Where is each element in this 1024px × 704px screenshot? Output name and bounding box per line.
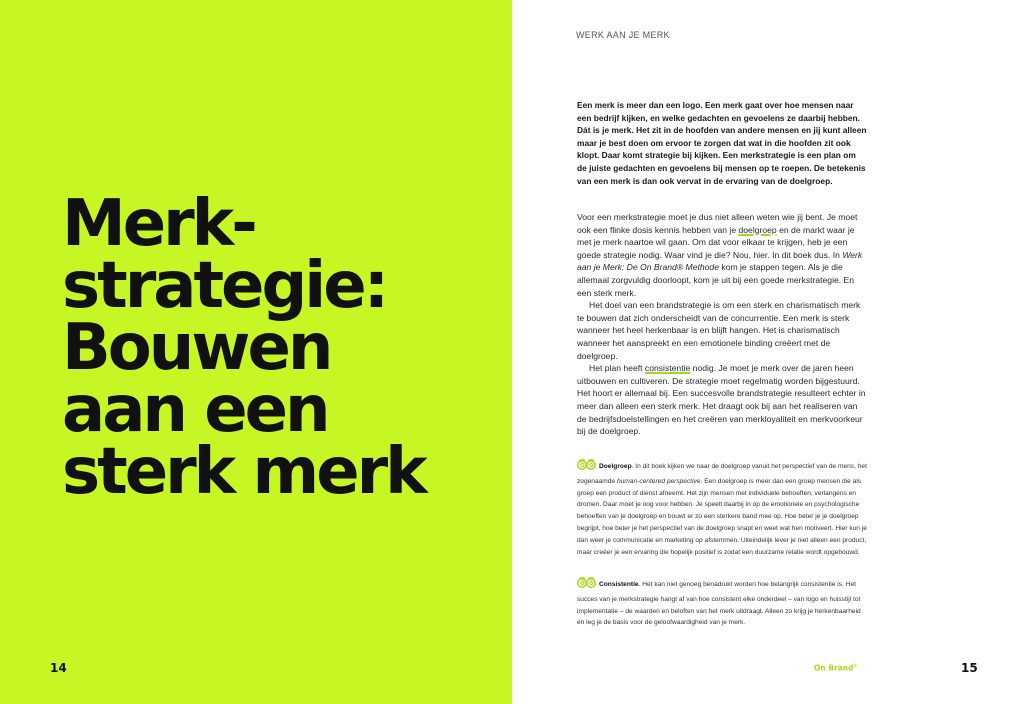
glossary-note-consistentie (577, 576, 867, 629)
double-swirl-icon (577, 576, 597, 594)
right-page (512, 0, 1024, 704)
title-line: sterk merk (62, 435, 425, 509)
italic-term: human-centered perspective (616, 477, 701, 485)
running-head: WERK AAN JE MERK (576, 30, 670, 40)
page-number-left: 14 (50, 661, 67, 675)
text-run: . Een doelgroep is meer dan een groep mensen die als groep een product of dienst afneemt. Het zijn mensen met individuele behoeften, verlangens en dromen. Daar moet je oog voor hebben. Je speelt daarbij in op de emotionele en psychologische behoeften van je doelgroep en bouwt er zo een sterkere band mee op. Hoe beter je je doelgroep begrijpt, hoe beter je het perspectief van de doelgroep snapt en weet wat hen motiveert. Hier kun je dan weer je communicatie en marketing op afstemmen. Uiteindelijk lever je niet alleen een product, maar creëer je een ervaring die hopelijk positief is zodat een duurzame relatie wordt opgebouwd. (577, 477, 867, 556)
brand-mark-text: On Brand (814, 663, 854, 673)
double-swirl-icon (577, 458, 597, 476)
text-run: . In dit boek kijken we naar de doelgroep vanuit het perspectief van de mens, het zogenaamde (577, 463, 867, 485)
text-run: nodig. Je moet je merk over de jaren heen uitbouwen en cultiveren. De strategie moet regelmatig worden bijgestuurd. Het hoort er allemaal bij. Een succesvolle brandstrategie resulteert echter in meer dan alleen een sterk merk. Het draagt ook bij aan het realiseren van de bedrijfsdoelstellingen en het creëren van merkloyaliteit en merkvoorkeur bij de doelgroep. (577, 363, 866, 437)
title-line: aan een (62, 373, 328, 447)
highlighted-term: doelgroep (738, 224, 777, 235)
registered-mark: ® (853, 663, 858, 668)
on-brand-logo (814, 663, 858, 673)
page-title (62, 187, 502, 509)
text-run: . Het kan niet genoeg benadrukt worden hoe belangrijk consistentie is. Het succes van je merkstrategie hangt af van hoe consistent elke onderdeel – van logo en huisstijl tot implementatie – de waarden en beloften van het merk uitdraagt. Alleen zo krijg je herkenbaarheid en leg je de basis voor de geloofwaardigheid van je merk. (577, 581, 861, 627)
body-text (577, 211, 867, 438)
glossary-term: Doelgroep (599, 463, 632, 470)
text-run: en de markt waar je met je merk naartoe wil gaan. Om dat voor elkaar te krijgen, heb je een goede strategie nodig. Waar vind je die? Nou, hier. In dit boek dus. In (577, 224, 855, 260)
title-line: strategie: (62, 249, 387, 323)
page-number-right: 15 (961, 661, 978, 675)
intro-paragraph: Een merk is meer dan een logo. Een merk gaat over hoe mensen naar een bedrijf kijken, en welke gedachten en gevoelens ze daarbij hebben. Dát is je merk. Het zit in de hoofden van andere mensen en jij kunt alleen maar je best doen om ervoor te zorgen dat wat in die hoofden zit ook klopt. Daar komt strategie bij kijken. Een merkstrategie is een plan om de juiste gedachten en gevoelens bij mensen op te roepen. De betekenis van een merk is dan ook vervat in de ervaring van de doelgroep. (577, 100, 867, 186)
body-paragraph (577, 362, 867, 438)
text-run: Voor een merkstrategie moet je dus niet alleen weten wie jij bent. Je moet ook een flinke dosis kennis hebben van je (577, 212, 858, 235)
glossary-note-doelgroep (577, 458, 867, 558)
highlighted-term: consistentie (644, 363, 691, 374)
title-line: Bouwen (62, 311, 331, 385)
body-paragraph: Het doel van een brandstrategie is om een sterk en charismatisch merk te bouwen dat zich onderscheidt van de concurrentie. Een merk is sterk wanneer het heel herkenbaar is en blijft hangen. Het is charismatisch wanneer het aanspreekt en een emotionele binding creëert met de doelgroep. (577, 300, 861, 361)
title-line: Merk- (62, 187, 255, 261)
glossary-term: Consistentie (599, 581, 639, 588)
body-paragraph (577, 211, 867, 299)
book-title-italic: Werk aan je Merk: De On Brand® Methode (577, 249, 863, 273)
text-run: kom je stappen tegen. Als je die allemaal zorgvuldig doorloopt, kom je uit bij een goede merkstrategie. En een sterk merk. (577, 262, 855, 298)
text-run: Het plan heeft (589, 363, 645, 374)
